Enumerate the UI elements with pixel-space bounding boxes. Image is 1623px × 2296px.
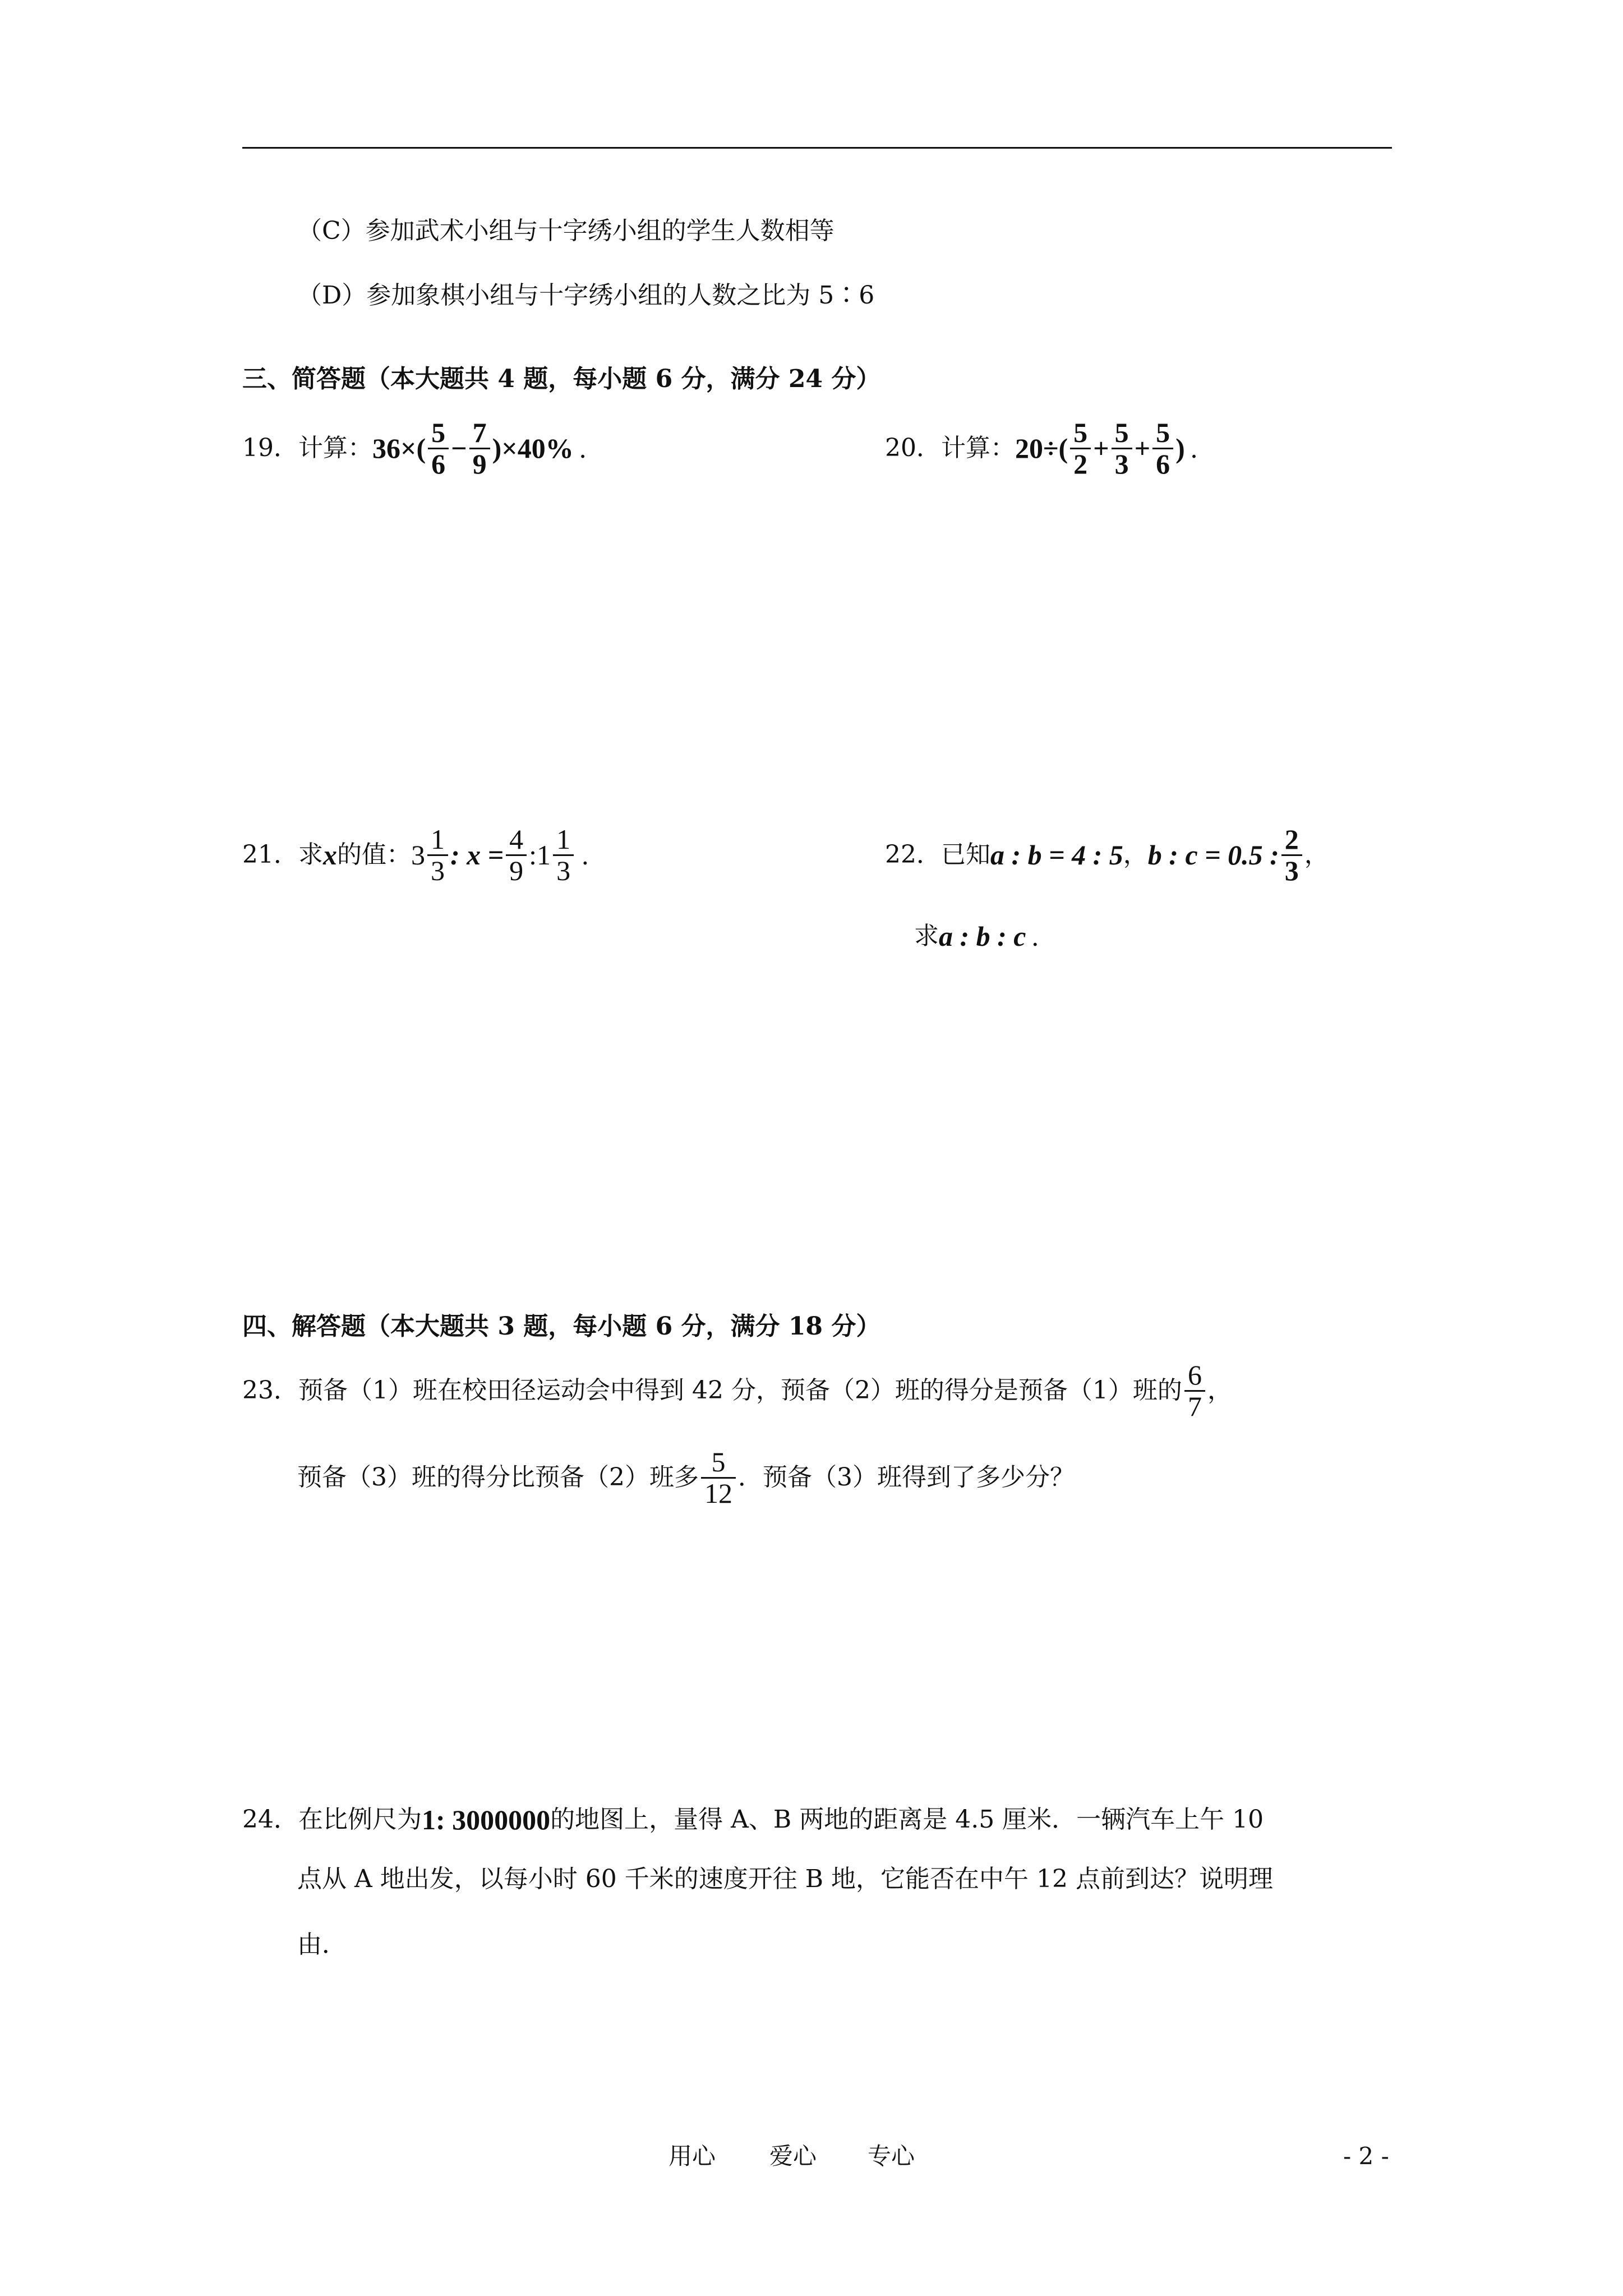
q23-f1-den: 7: [1184, 1390, 1205, 1421]
q21-fraction-2: [506, 825, 527, 885]
q20-f2-den: 3: [1112, 448, 1132, 479]
q22-ratio-2: b : c = 0.5 :: [1147, 839, 1279, 871]
q20-fraction-2: [1112, 418, 1132, 478]
q20-plus-1: +: [1093, 432, 1109, 464]
q24-line1a: 24．在比例尺为: [242, 1805, 422, 1834]
option-d: （D）参加象棋小组与十字绣小组的人数之比为 5∶6: [297, 281, 875, 310]
q21-label2: 的值：: [337, 840, 411, 869]
q19-minus: −: [451, 432, 467, 464]
q22-f-den: 3: [1281, 854, 1302, 886]
question-21: [242, 825, 589, 885]
q23-f1-num: 6: [1187, 1359, 1202, 1391]
question-24-line1: [242, 1803, 1264, 1836]
q22-fraction: [1281, 825, 1302, 885]
question-20: [885, 418, 1197, 478]
question-23-line1: [242, 1360, 1232, 1421]
q20-tail: ): [1175, 432, 1185, 464]
q20-f3-num: 5: [1156, 417, 1170, 448]
question-22: [885, 825, 1329, 885]
question-22-line2: [914, 920, 1039, 953]
q22-sep: ，: [1123, 840, 1148, 869]
q19-lead: 36×(: [372, 432, 426, 464]
footer-motto-2: 爱心: [769, 2142, 817, 2170]
q21-f1-num: 1: [431, 823, 445, 855]
q20-plus-2: +: [1134, 432, 1151, 464]
q19-tail: )×40%: [492, 432, 574, 464]
q23-line2b: ．预备（3）班得到了多少分？: [738, 1463, 1075, 1492]
footer-page-number: - 2 -: [1343, 2142, 1389, 2170]
q19-f2-num: 7: [472, 417, 487, 448]
q20-fraction-3: [1152, 418, 1173, 478]
q20-f3-den: 6: [1152, 448, 1173, 479]
question-19: [242, 418, 586, 478]
q21-end: .: [582, 839, 589, 871]
q20-fraction-1: [1070, 418, 1091, 478]
section4-heading: 四、解答题（本大题共 3 题，每小题 6 分，满分 18 分）: [242, 1312, 881, 1341]
q21-f1-den: 3: [427, 854, 448, 886]
q22-line2-label: 求: [914, 922, 939, 950]
q21-f2-den: 9: [506, 854, 527, 886]
q22-f-num: 2: [1284, 823, 1299, 855]
q20-f1-den: 2: [1070, 448, 1091, 479]
q19-f1-den: 6: [428, 448, 449, 479]
q23-comma: ，: [1207, 1376, 1232, 1405]
q20-lead: 20÷(: [1015, 432, 1068, 464]
footer-motto-3: 专心: [868, 2142, 915, 2170]
q19-end: .: [579, 432, 587, 464]
q23-f2-den: 12: [701, 1477, 736, 1508]
q22-line2-expr: a : b : c: [939, 921, 1026, 952]
q21-f2-num: 4: [509, 823, 524, 855]
q21-colon-one: :1: [529, 839, 551, 871]
q20-label: 20．计算：: [885, 434, 1015, 462]
q21-fraction-1: [427, 825, 448, 885]
q21-var: x: [323, 839, 337, 871]
q23-line1-text: 23．预备（1）班在校田径运动会中得到 42 分，预备（2）班的得分是预备（1）班的: [242, 1376, 1182, 1405]
q23-fraction-2: [701, 1447, 736, 1508]
q21-label: 21．求: [242, 840, 323, 869]
q22-label: 22．已知: [885, 840, 990, 869]
q23-line2a: 预备（3）班的得分比预备（2）班多: [297, 1463, 699, 1492]
header-rule: [242, 147, 1392, 149]
q19-f2-den: 9: [469, 448, 490, 479]
q21-fraction-3: [553, 825, 574, 885]
question-24-line3: 由．: [297, 1930, 347, 1959]
q21-f3-den: 3: [553, 854, 574, 886]
q22-comma: ，: [1304, 840, 1329, 869]
q20-f2-num: 5: [1114, 417, 1129, 448]
footer-motto-1: 用心: [668, 2142, 716, 2170]
q21-whole: 3: [411, 839, 425, 871]
q20-f1-num: 5: [1073, 417, 1088, 448]
q19-f1-num: 5: [431, 417, 446, 448]
q24-line1b: 的地图上，量得 A、B 两地的距离是 4.5 厘米．一辆汽车上午 10: [550, 1805, 1264, 1834]
q22-line2-end: .: [1031, 921, 1039, 952]
q19-label: 19．计算：: [242, 434, 372, 462]
q21-f3-num: 1: [556, 823, 571, 855]
question-23-line2: [297, 1447, 1075, 1508]
option-c: （C）参加武术小组与十字绣小组的学生人数相等: [297, 217, 834, 245]
q20-end: .: [1190, 432, 1198, 464]
q23-fraction-1: [1184, 1360, 1205, 1421]
question-24-line2: 点从 A 地出发，以每小时 60 千米的速度开往 B 地，它能否在中午 12 点前到达？说明理: [297, 1865, 1273, 1893]
q24-scale: 1: 3000000: [422, 1804, 551, 1835]
q22-ratio-1: a : b = 4 : 5: [990, 839, 1123, 871]
q19-fraction-1: [428, 418, 449, 478]
q19-fraction-2: [469, 418, 490, 478]
q23-f2-num: 5: [711, 1446, 726, 1478]
q21-mid: : x =: [450, 839, 504, 871]
section3-heading: 三、简答题（本大题共 4 题，每小题 6 分，满分 24 分）: [242, 365, 881, 393]
